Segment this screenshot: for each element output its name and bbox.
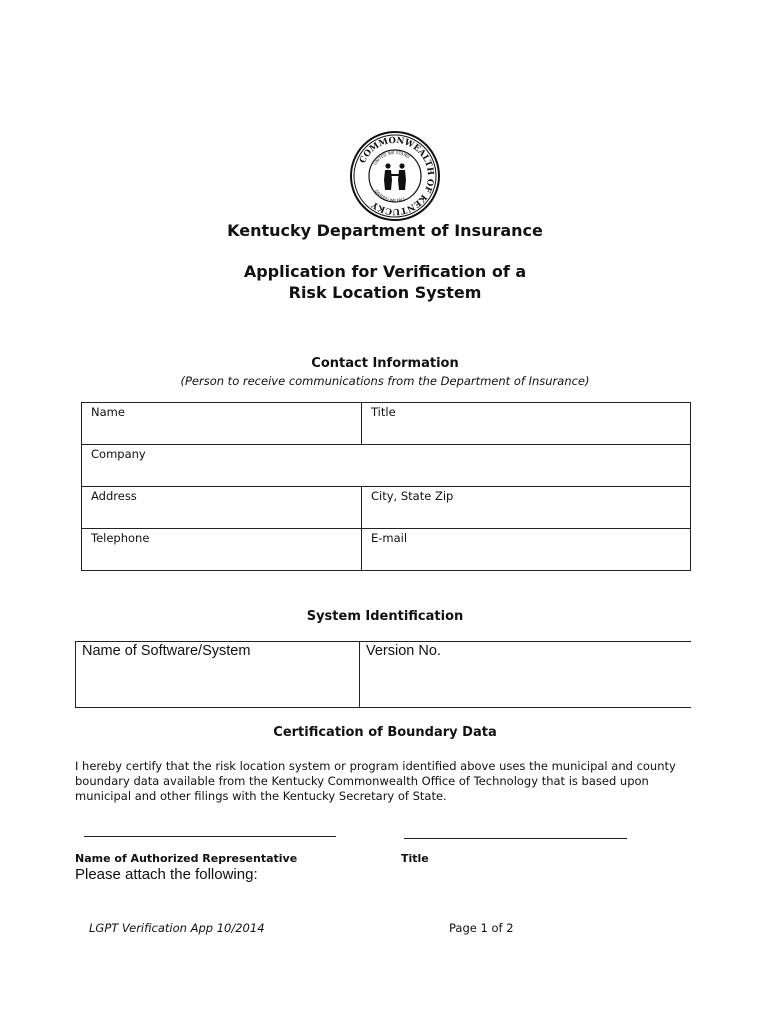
representative-label: Name of Authorized Representative <box>75 852 298 865</box>
seal-motto-bottom: DIVIDED WE FALL <box>373 188 407 204</box>
system-heading: System Identification <box>306 609 464 624</box>
seal-figures-icon <box>384 163 406 190</box>
title-field[interactable] <box>362 403 691 445</box>
software-name-field[interactable] <box>76 642 360 708</box>
city-state-zip-label: City, State Zip <box>371 489 454 503</box>
contact-subheading: (Person to receive communications from the Department of Insurance) <box>180 374 590 388</box>
version-label: Version No. <box>366 643 441 659</box>
table-row <box>82 529 691 571</box>
address-label: Address <box>91 489 137 503</box>
telephone-label: Telephone <box>91 531 150 545</box>
seal-ring-text: COMMONWEALTH OF KENTUCKY <box>357 135 436 217</box>
page-title-line-1: Application for Verification of a <box>243 262 527 281</box>
table-row <box>82 403 691 445</box>
title-signature-line[interactable] <box>404 838 627 839</box>
title-label: Title <box>371 405 396 419</box>
representative-signature-line[interactable] <box>84 836 336 837</box>
certification-text: I hereby certify that the risk location system or program identified above uses the municipal and county boundary data available from the Kentucky Commonwealth Office of Technology that is based upon municipal and other filings with the Kentucky Secretary of State. <box>75 759 676 803</box>
certification-heading: Certification of Boundary Data <box>273 725 497 740</box>
svg-text:UNITED WE STAND <box>372 150 410 166</box>
page-title-line-2: Risk Location System <box>288 283 482 302</box>
city-state-zip-field[interactable] <box>362 487 691 529</box>
version-field[interactable] <box>360 642 691 708</box>
title-signature-label: Title <box>401 852 429 865</box>
company-field[interactable] <box>82 445 691 487</box>
system-table <box>75 641 691 708</box>
email-label: E-mail <box>371 531 408 545</box>
form-id: LGPT Verification App 10/2014 <box>89 921 265 935</box>
table-row <box>82 487 691 529</box>
svg-text:DIVIDED WE FALL <box>374 189 407 204</box>
seal-motto-top: UNITED WE STAND <box>372 149 411 166</box>
state-seal <box>349 130 441 222</box>
page-number: Page 1 of 2 <box>449 921 514 935</box>
contact-heading: Contact Information <box>311 356 459 371</box>
table-row <box>76 642 691 708</box>
telephone-field[interactable] <box>82 529 362 571</box>
table-row <box>82 445 691 487</box>
name-label: Name <box>91 405 125 419</box>
company-label: Company <box>91 447 146 461</box>
email-field[interactable] <box>362 529 691 571</box>
page-title <box>0 261 770 303</box>
contact-table <box>81 402 691 571</box>
attach-instruction: Please attach the following: <box>75 866 258 883</box>
software-name-label: Name of Software/System <box>82 643 251 659</box>
state-seal-icon <box>349 130 441 222</box>
department-title: Kentucky Department of Insurance <box>227 221 543 240</box>
address-field[interactable] <box>82 487 362 529</box>
name-field[interactable] <box>82 403 362 445</box>
